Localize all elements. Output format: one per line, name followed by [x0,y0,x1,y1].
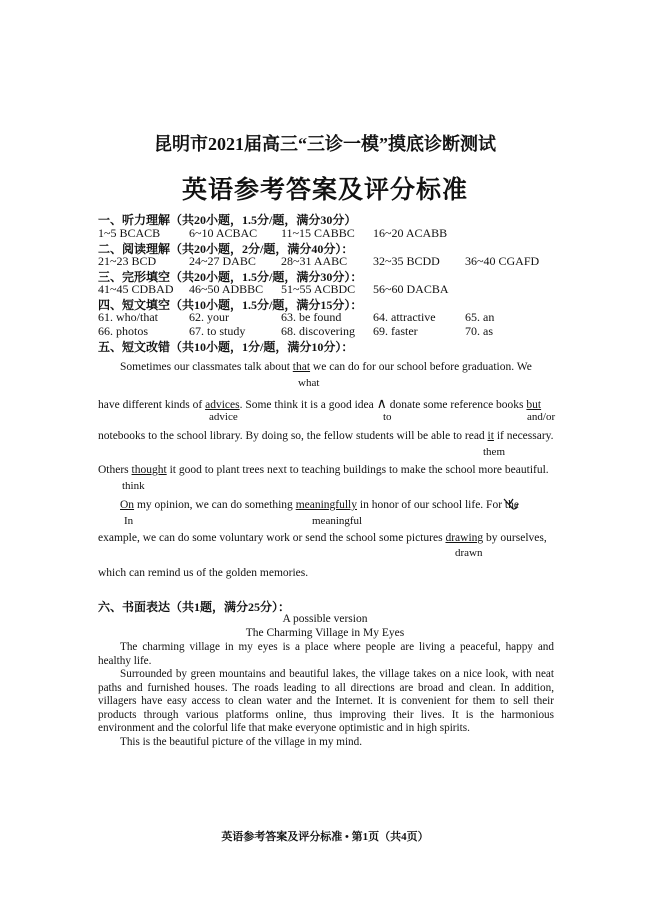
answer-item: 62. your [189,310,229,324]
answer-item: 65. an [465,310,495,324]
text-segment: if necessary. [493,430,554,442]
answer-item: 32~35 BCDD [373,254,440,268]
text-segment: the [504,499,519,511]
page-footer: 英语参考答案及评分标准 • 第1页（共4页） [221,831,429,843]
error-word: drawing [445,532,484,544]
text-segment: by ourselves, [483,532,547,544]
correction-mark: advice [209,411,238,423]
text-segment: . Some think it is a good idea [239,399,377,411]
correction-line-6 [98,532,547,544]
error-word: advices [205,399,240,411]
answer-item: 21~23 BCD [98,254,157,268]
error-word: On [120,499,135,511]
text-segment: my opinion, we can do something [134,499,296,511]
version-label: A possible version [282,613,368,625]
correction-mark: and/or [527,411,556,423]
text-segment: donate some reference books [386,399,527,411]
section-cloze-heading: 三、完形填空（共20小题，1.5分/题，满分30分）： [98,270,363,284]
answer-item: 41~45 CDBAD [98,282,174,296]
correction-mark: them [483,446,505,458]
answer-item: 51~55 ACBDC [281,282,356,296]
answer-item: 1~5 BCACB [98,226,161,240]
text-segment: it good to plant trees next to teaching buildings to make the school more beautiful. [166,464,549,476]
text-segment: in honor of our school life. For [357,499,505,511]
answer-item: 24~27 DABC [189,254,256,268]
correction-mark: what [298,377,320,389]
section-reading-heading: 二、阅读理解（共20小题，2分/题，满分40分）： [98,242,354,256]
answer-item: 56~60 DACBA [373,282,449,296]
text-segment: example, we can do some voluntary work or send the school some pictures [98,532,446,544]
document-title: 昆明市2021届高三“三诊一模”摸底诊断测试 [154,134,496,154]
correction-line-2 [98,396,541,413]
correction-line-4 [98,464,549,476]
text-segment: Sometimes our classmates talk about [120,361,293,373]
text-segment: we can do for our school before graduation. We [310,361,532,373]
answer-item: 69. faster [373,324,418,338]
answer-item: 63. be found [281,310,342,324]
text-segment: have different kinds of [98,399,206,411]
answer-item: 67. to study [189,324,246,338]
error-word: that [292,361,311,373]
answer-item: 16~20 ACABB [373,226,448,240]
error-word: it [487,430,494,442]
answer-item: 6~10 ACBAC [189,226,258,240]
error-word: meaningfully [295,499,358,511]
section-correction-heading: 五、短文改错（共10小题，1分/题，满分10分）： [98,340,354,354]
section-fill-heading: 四、短文填空（共10小题，1.5分/题，满分15分）： [98,298,363,312]
error-word: but [526,399,542,411]
document-subtitle: 英语参考答案及评分标准 [181,177,468,204]
correction-mark: think [122,480,145,492]
correction-mark: drawn [455,547,483,559]
answer-item: 66. photos [98,324,149,338]
section-listening-heading: 一、听力理解（共20小题，1.5分/题，满分30分） [98,213,357,227]
insert-caret-icon: ∧ [376,397,387,412]
answer-item: 64. attractive [373,310,436,324]
text-segment: Others [98,464,132,476]
answer-item: 28~31 AABC [281,254,348,268]
section-writing-heading: 六、书面表达（共1题，满分25分）： [98,600,291,614]
correction-line-5 [120,499,519,511]
answer-item: 36~40 CGAFD [465,254,540,268]
correction-line-3 [98,430,554,442]
correction-mark: to [383,411,392,423]
answer-item: 46~50 ADBBC [189,282,264,296]
essay-paragraph: The charming village in my eyes is a place where people are living a peaceful, happy and healthy life. [98,641,554,667]
answer-item: 68. discovering [281,324,355,338]
answer-item: 61. who/that [98,310,158,324]
deleted-word [505,499,519,511]
correction-line-1 [120,361,532,373]
answer-item: 70. as [465,324,493,338]
delete-mark-icon [503,496,519,512]
answer-item: 11~15 CABBC [281,226,355,240]
essay-title: The Charming Village in My Eyes [245,627,405,639]
essay-paragraph: Surrounded by green mountains and beautiful lakes, the village takes on a nice look, with neat paths and furnished houses. The roads leading to all directions are broad and clean. In addition, villagers have easy access to clean water and the Internet. It is convenient for them to sell their products through various platforms online, thus improving their lives. It is the harmonious environment and the colorful life that make everyone optimistic and in high spirits. [98,668,554,735]
text-segment: notebooks to the school library. By doing so, the fellow students will be able to read [98,430,488,442]
error-word: thought [131,464,167,476]
essay-paragraph: This is the beautiful picture of the village in my mind. [120,736,363,748]
correction-line-7: which can remind us of the golden memories. [98,567,309,579]
correction-mark: meaningful [312,515,363,527]
correction-mark: In [124,515,134,527]
